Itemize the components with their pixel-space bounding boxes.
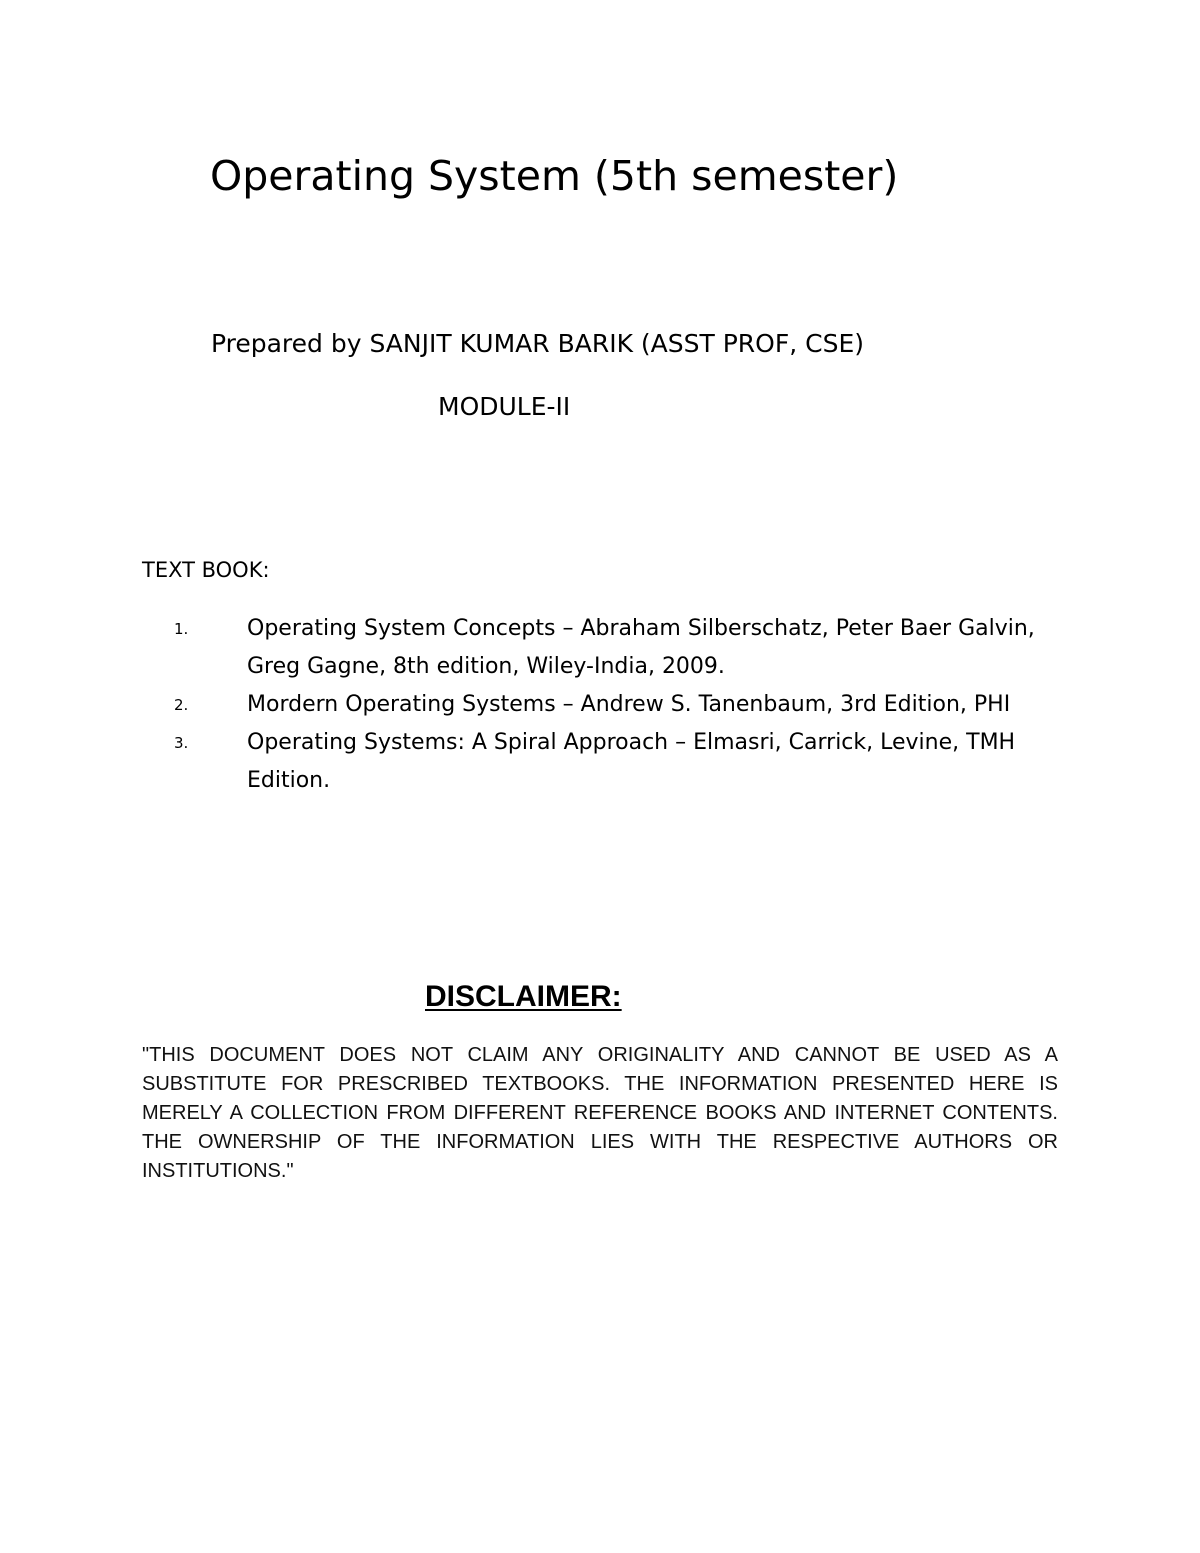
textbook-citation: Operating System Concepts – Abraham Silberschatz, Peter Baer Galvin, Greg Gagne, 8th edition, Wiley-India, 2009.: [247, 616, 1035, 679]
disclaimer-heading: DISCLAIMER:: [425, 980, 622, 1013]
textbook-citation: Mordern Operating Systems – Andrew S. Tanenbaum, 3rd Edition, PHI: [247, 692, 1011, 717]
disclaimer-paragraph: "THIS DOCUMENT DOES NOT CLAIM ANY ORIGINALITY AND CANNOT BE USED AS A SUBSTITUTE FOR PRESCRIBED TEXTBOOKS. THE INFORMATION PRESENTED HERE IS MERELY A COLLECTION FROM DIFFERENT REFERENCE BOOKS AND INTERNET CONTENTS. THE OWNERSHIP OF THE INFORMATION LIES WITH THE RESPECTIVE AUTHORS OR INSTITUTIONS.": [142, 1044, 1058, 1182]
textbook-item-3: [174, 724, 1074, 800]
prepared-by-line: Prepared by SANJIT KUMAR BARIK (ASST PROF, CSE): [211, 329, 865, 358]
textbook-number: 3.: [174, 734, 189, 752]
module-label: MODULE-II: [438, 392, 571, 421]
textbook-list: [174, 610, 1074, 800]
textbook-item-1: [174, 610, 1074, 686]
textbook-number: 1.: [174, 620, 189, 638]
textbook-number: 2.: [174, 696, 189, 714]
textbook-citation: Operating Systems: A Spiral Approach – Elmasri, Carrick, Levine, TMH Edition.: [247, 730, 1016, 793]
document-title: Operating System (5th semester): [210, 152, 899, 200]
textbook-item-2: [174, 686, 1074, 724]
textbook-heading: TEXT BOOK:: [142, 558, 270, 582]
